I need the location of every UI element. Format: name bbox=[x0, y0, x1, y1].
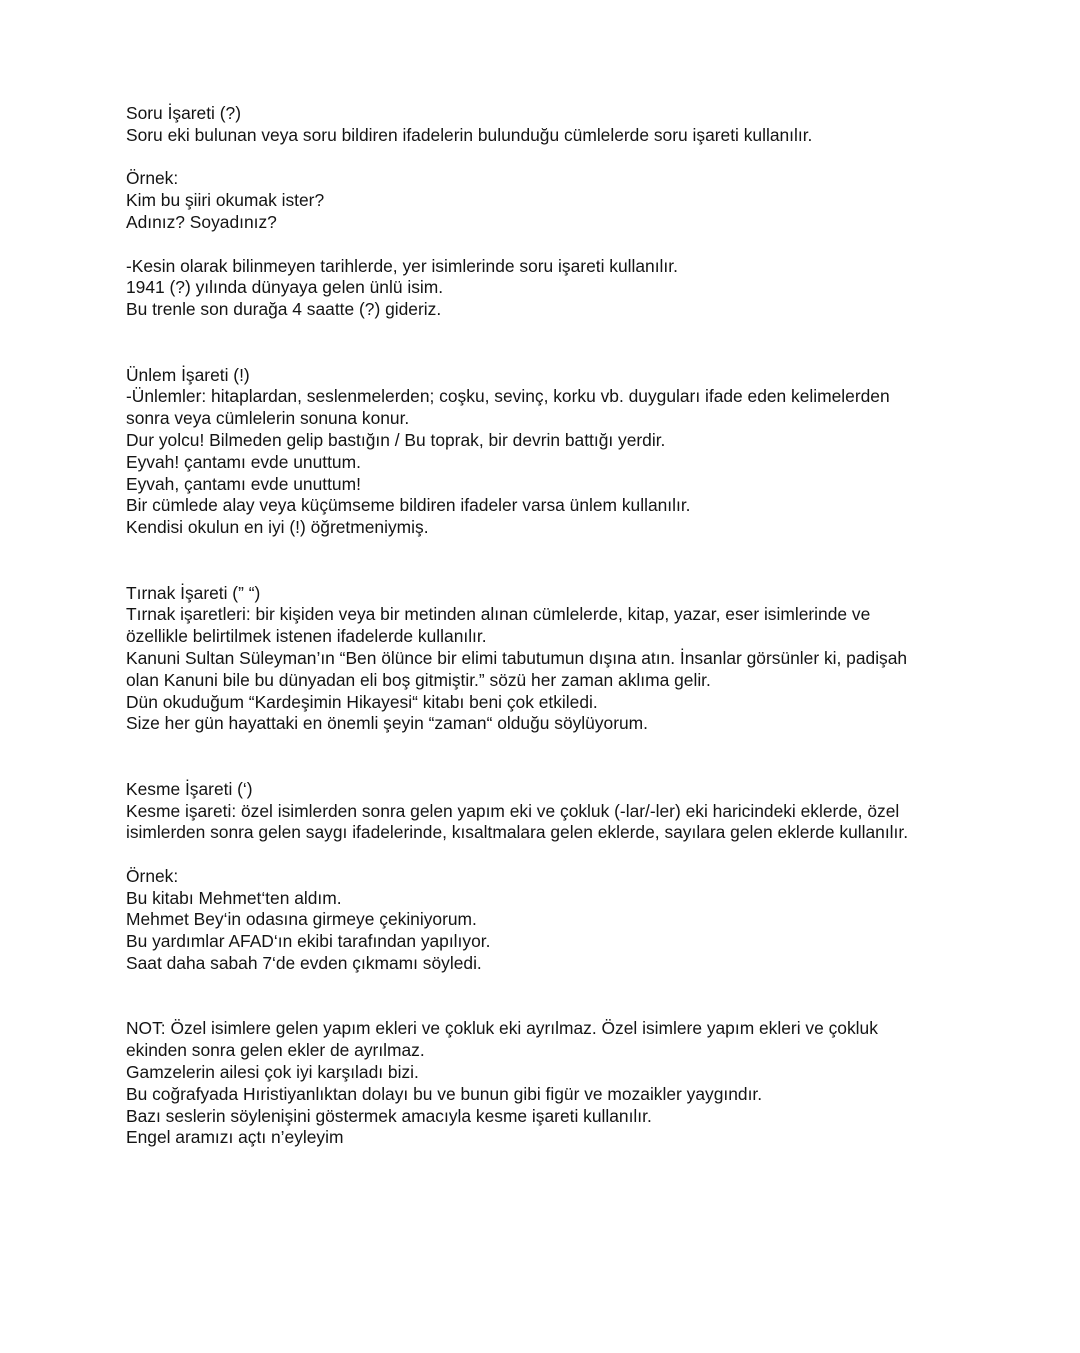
example-text: Dün okuduğum “Kardeşimin Hikayesi“ kitabı beni çok etkiledi. bbox=[126, 691, 598, 712]
example-text: Gamzelerin ailesi çok iyi karşıladı bizi. bbox=[126, 1062, 419, 1083]
rule-text: Bazı seslerin söylenişini göstermek amacıyla kesme işareti kullanılır. bbox=[126, 1105, 652, 1126]
example-text: Dur yolcu! Bilmeden gelip bastığın / Bu toprak, bir devrin battığı yerdir. bbox=[126, 429, 666, 450]
example-text: Kendisi okulun en iyi (!) öğretmeniymiş. bbox=[126, 517, 429, 538]
rule-text: özellikle belirtilmek istenen ifadelerde kullanılır. bbox=[126, 626, 487, 647]
document-page bbox=[126, 103, 976, 1149]
example-text: Bu coğrafyada Hıristiyanlıktan dolayı bu ve bunun gibi figür ve mozaikler yaygındır. bbox=[126, 1083, 763, 1104]
section-kesme-isareti bbox=[126, 779, 976, 975]
example-text: Eyvah! çantamı evde unuttum. bbox=[126, 451, 361, 472]
example-label: Örnek: bbox=[126, 865, 179, 886]
note-text: NOT: Özel isimlere gelen yapım ekleri ve çokluk eki ayrılmaz. Özel isimlere yapım ekleri ve çokluk bbox=[126, 1018, 878, 1039]
rule-text: -Kesin olarak bilinmeyen tarihlerde, yer isimlerinde soru işareti kullanılır. bbox=[126, 255, 678, 276]
example-text: olan Kanuni bile bu dünyadan eli boş gitmiştir.” sözü her zaman aklıma gelir. bbox=[126, 669, 711, 690]
rule-text: Tırnak işaretleri: bir kişiden veya bir metinden alınan cümlelerde, kitap, yazar, eser isimlerinde ve bbox=[126, 604, 871, 625]
section-note bbox=[126, 1018, 976, 1149]
section-soru-isareti bbox=[126, 103, 976, 321]
rule-text: Soru eki bulunan veya soru bildiren ifadelerin bulunduğu cümlelerde soru işareti kullanılır. bbox=[126, 124, 813, 145]
example-text: Size her gün hayattaki en önemli şeyin “zaman“ olduğu söylüyorum. bbox=[126, 713, 648, 734]
rule-text: Bir cümlede alay veya küçümseme bildiren ifadeler varsa ünlem kullanılır. bbox=[126, 495, 691, 516]
example-text: Saat daha sabah 7‘de evden çıkmamı söyledi. bbox=[126, 953, 482, 974]
section-heading: Soru İşareti (?) bbox=[126, 103, 242, 123]
example-text: Bu trenle son durağa 4 saatte (?) gideriz. bbox=[126, 299, 442, 320]
section-tirnak-isareti bbox=[126, 583, 976, 736]
example-text: Bu yardımlar AFAD‘ın ekibi tarafından yapılıyor. bbox=[126, 931, 491, 952]
rule-text: -Ünlemler: hitaplardan, seslenmelerden; coşku, sevinç, korku vb. duyguları ifade eden kelimelerden bbox=[126, 386, 890, 407]
section-heading: Kesme İşareti (‘) bbox=[126, 778, 253, 799]
example-label: Örnek: bbox=[126, 168, 179, 189]
section-heading: Tırnak İşareti (” “) bbox=[126, 582, 261, 603]
example-text: 1941 (?) yılında dünyaya gelen ünlü isim. bbox=[126, 277, 444, 298]
example-text: Engel aramızı açtı n’eyleyim bbox=[126, 1127, 344, 1148]
example-text: Adınız? Soyadınız? bbox=[126, 211, 277, 232]
example-text: Mehmet Bey‘in odasına girmeye çekiniyorum. bbox=[126, 909, 477, 930]
example-text: Bu kitabı Mehmet‘ten aldım. bbox=[126, 887, 342, 908]
rule-text: Kesme işareti: özel isimlerden sonra gelen yapım eki ve çokluk (-lar/-ler) eki haricindeki eklerde, özel bbox=[126, 800, 900, 821]
example-text: Kanuni Sultan Süleyman’ın “Ben ölünce bir elimi tabutumun dışına atın. İnsanlar görsünler ki, padişah bbox=[126, 647, 908, 668]
section-heading: Ünlem İşareti (!) bbox=[126, 364, 250, 385]
note-text: ekinden sonra gelen ekler de ayrılmaz. bbox=[126, 1040, 425, 1061]
example-text: Eyvah, çantamı evde unuttum! bbox=[126, 473, 361, 494]
section-unlem-isareti bbox=[126, 365, 976, 539]
rule-text: isimlerden sonra gelen saygı ifadelerinde, kısaltmalara gelen eklerde, sayılara gelen eklerde kullanılır. bbox=[126, 822, 909, 843]
rule-text: sonra veya cümlelerin sonuna konur. bbox=[126, 408, 410, 429]
example-text: Kim bu şiiri okumak ister? bbox=[126, 190, 325, 211]
